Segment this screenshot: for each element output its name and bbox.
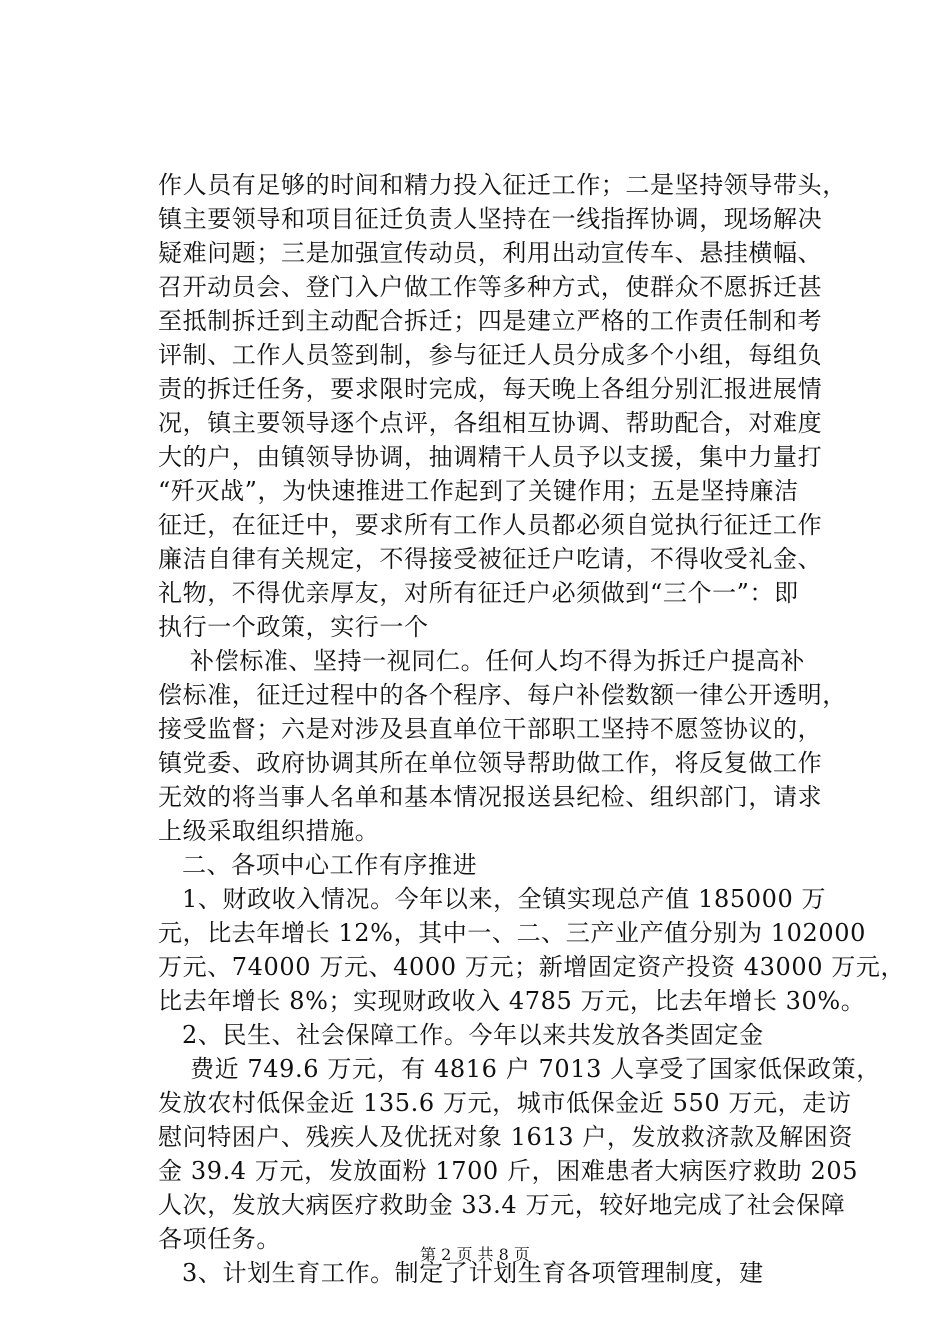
text-line: 征迁，在征迁中，要求所有工作人员都必须自觉执行征迁工作 <box>158 511 823 539</box>
text-line: 2、民生、社会保障工作。今年以来共发放各类固定金 <box>182 1021 764 1049</box>
text-line: 发放农村低保金近 135.6 万元，城市低保金近 550 万元，走访 <box>158 1089 852 1117</box>
text-line: 3、计划生育工作。制定了计划生育各项管理制度，建 <box>182 1259 764 1287</box>
text-line: 镇党委、政府协调其所在单位领导帮助做工作，将反复做工作 <box>158 749 823 777</box>
text-line: 疑难问题；三是加强宣传动员，利用出动宣传车、悬挂横幅、 <box>158 239 823 267</box>
text-line: 廉洁自律有关规定，不得接受被征迁户吃请，不得收受礼金、 <box>158 545 823 573</box>
text-line: 大的户，由镇领导协调，抽调精干人员予以支援，集中力量打 <box>158 443 823 471</box>
text-line: 偿标准，征迁过程中的各个程序、每户补偿数额一律公开透明， <box>158 681 847 709</box>
text-line: 慰问特困户、残疾人及优抚对象 1613 户，发放救济款及解困资 <box>158 1123 853 1151</box>
text-line: 无效的将当事人名单和基本情况报送县纪检、组织部门，请求 <box>158 783 823 811</box>
text-line: 责的拆迁任务，要求限时完成，每天晚上各组分别汇报进展情 <box>158 375 823 403</box>
text-line: 接受监督；六是对涉及县直单位干部职工坚持不愿签协议的， <box>158 715 823 743</box>
text-line: 金 39.4 万元，发放面粉 1700 斤，困难患者大病医疗救助 205 <box>158 1157 859 1185</box>
text-line: 费近 749.6 万元，有 4816 户 7013 人享受了国家低保政策， <box>190 1055 881 1083</box>
text-line: 礼物，不得优亲厚友，对所有征迁户必须做到“三个一”：即 <box>158 579 799 607</box>
text-line: 上级采取组织措施。 <box>158 817 380 845</box>
text-line: 执行一个政策，实行一个 <box>158 613 429 641</box>
text-line: 作人员有足够的时间和精力投入征迁工作；二是坚持领导带头， <box>158 171 847 199</box>
text-line: 比去年增长 8%；实现财政收入 4785 万元，比去年增长 30%。 <box>158 987 866 1015</box>
text-line: “歼灭战”，为快速推进工作起到了关键作用；五是坚持廉洁 <box>158 477 799 505</box>
text-line: 补偿标准、坚持一视同仁。任何人均不得为拆迁户提高补 <box>190 647 805 675</box>
text-line: 至抵制拆迁到主动配合拆迁；四是建立严格的工作责任制和考 <box>158 307 823 335</box>
page-number-footer: 第 2 页 共 8 页 <box>420 1245 530 1264</box>
text-line: 召开动员会、登门入户做工作等多种方式，使群众不愿拆迁甚 <box>158 273 823 301</box>
text-line: 况，镇主要领导逐个点评，各组相互协调、帮助配合，对难度 <box>158 409 823 437</box>
text-line: 二、各项中心工作有序推进 <box>182 851 478 879</box>
text-line: 镇主要领导和项目征迁负责人坚持在一线指挥协调，现场解决 <box>158 205 823 233</box>
text-line: 元，比去年增长 12%，其中一、二、三产业产值分别为 102000 <box>158 919 867 947</box>
document-body <box>158 168 906 1290</box>
text-line: 人次，发放大病医疗救助金 33.4 万元，较好地完成了社会保障 <box>158 1191 846 1219</box>
text-line: 万元、74000 万元、4000 万元；新增固定资产投资 43000 万元， <box>158 953 906 981</box>
text-line: 各项任务。 <box>158 1225 281 1253</box>
text-line: 评制、工作人员签到制，参与征迁人员分成多个小组，每组负 <box>158 341 823 369</box>
text-line: 1、财政收入情况。今年以来，全镇实现总产值 185000 万 <box>182 885 827 913</box>
